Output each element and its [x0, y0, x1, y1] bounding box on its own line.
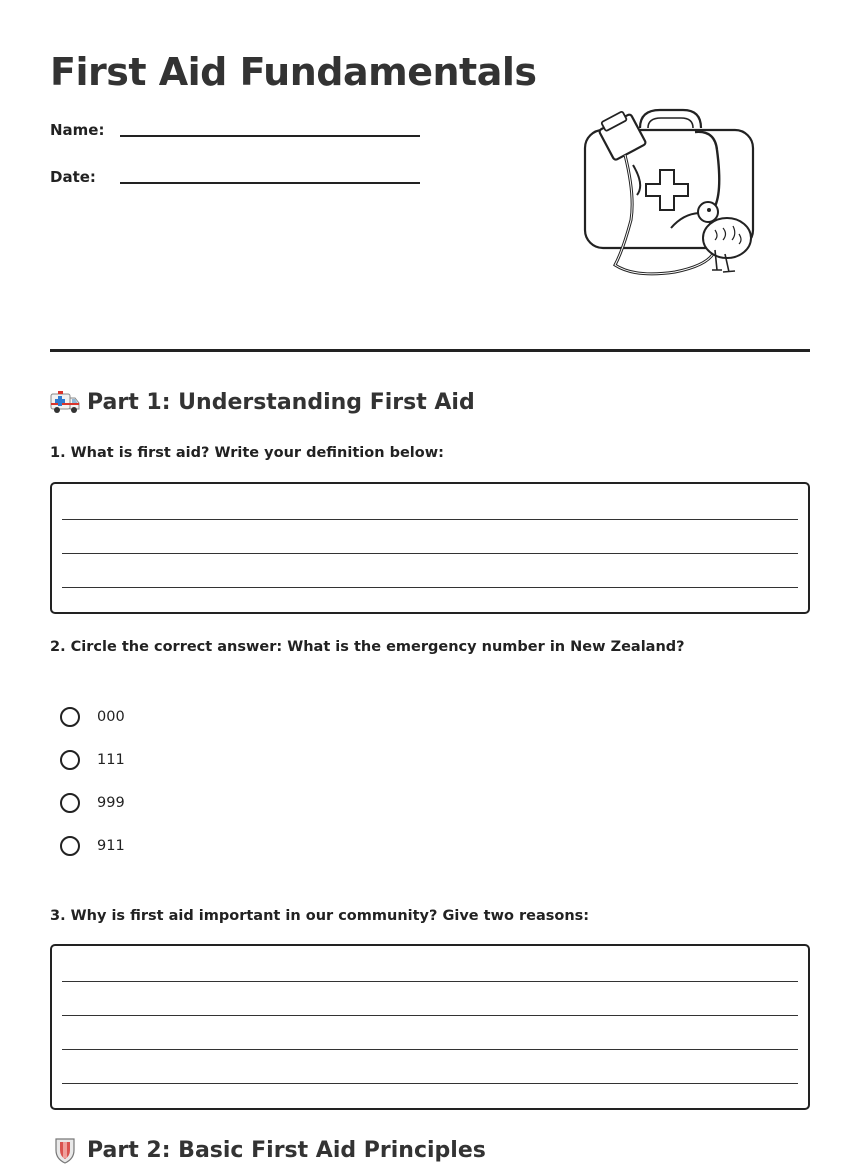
date-field[interactable] — [120, 182, 420, 184]
name-field-row — [50, 121, 430, 151]
option-label: 111 — [97, 752, 125, 768]
part-2-title: Part 2: Basic First Aid Principles — [87, 1137, 486, 1163]
question-1: 1. What is first aid? Write your definition below: — [50, 445, 444, 461]
radio-circle[interactable] — [60, 836, 80, 856]
first-aid-kit-icon — [575, 100, 765, 285]
part-1-heading — [50, 388, 475, 416]
option-911[interactable] — [60, 833, 260, 859]
date-label: Date: — [50, 168, 96, 186]
date-field-row — [50, 168, 430, 198]
option-label: 911 — [97, 838, 125, 854]
answer-line[interactable] — [62, 587, 798, 588]
answer-line[interactable] — [62, 553, 798, 554]
name-label: Name: — [50, 121, 105, 139]
option-label: 999 — [97, 795, 125, 811]
first-aid-kit-illustration — [575, 100, 765, 285]
question-1-answer-box[interactable] — [50, 482, 810, 614]
question-3-answer-box[interactable] — [50, 944, 810, 1110]
page-title: First Aid Fundamentals — [50, 50, 537, 94]
answer-line[interactable] — [62, 1083, 798, 1084]
question-3: 3. Why is first aid important in our community? Give two reasons: — [50, 908, 590, 924]
option-label: 000 — [97, 709, 125, 725]
answer-line[interactable] — [62, 1049, 798, 1050]
radio-circle[interactable] — [60, 707, 80, 727]
option-000[interactable] — [60, 704, 260, 730]
answer-line[interactable] — [62, 1015, 798, 1016]
worksheet-page — [50, 0, 810, 1161]
part-1-title: Part 1: Understanding First Aid — [87, 389, 475, 415]
part-2-heading — [50, 1136, 486, 1164]
option-999[interactable] — [60, 790, 260, 816]
option-111[interactable] — [60, 747, 260, 773]
shield-icon — [50, 1136, 80, 1164]
name-field[interactable] — [120, 135, 420, 137]
question-2: 2. Circle the correct answer: What is the emergency number in New Zealand? — [50, 639, 685, 655]
header-divider — [50, 349, 810, 352]
radio-circle[interactable] — [60, 793, 80, 813]
radio-circle[interactable] — [60, 750, 80, 770]
answer-line[interactable] — [62, 981, 798, 982]
ambulance-icon — [50, 388, 80, 416]
answer-line[interactable] — [62, 519, 798, 520]
